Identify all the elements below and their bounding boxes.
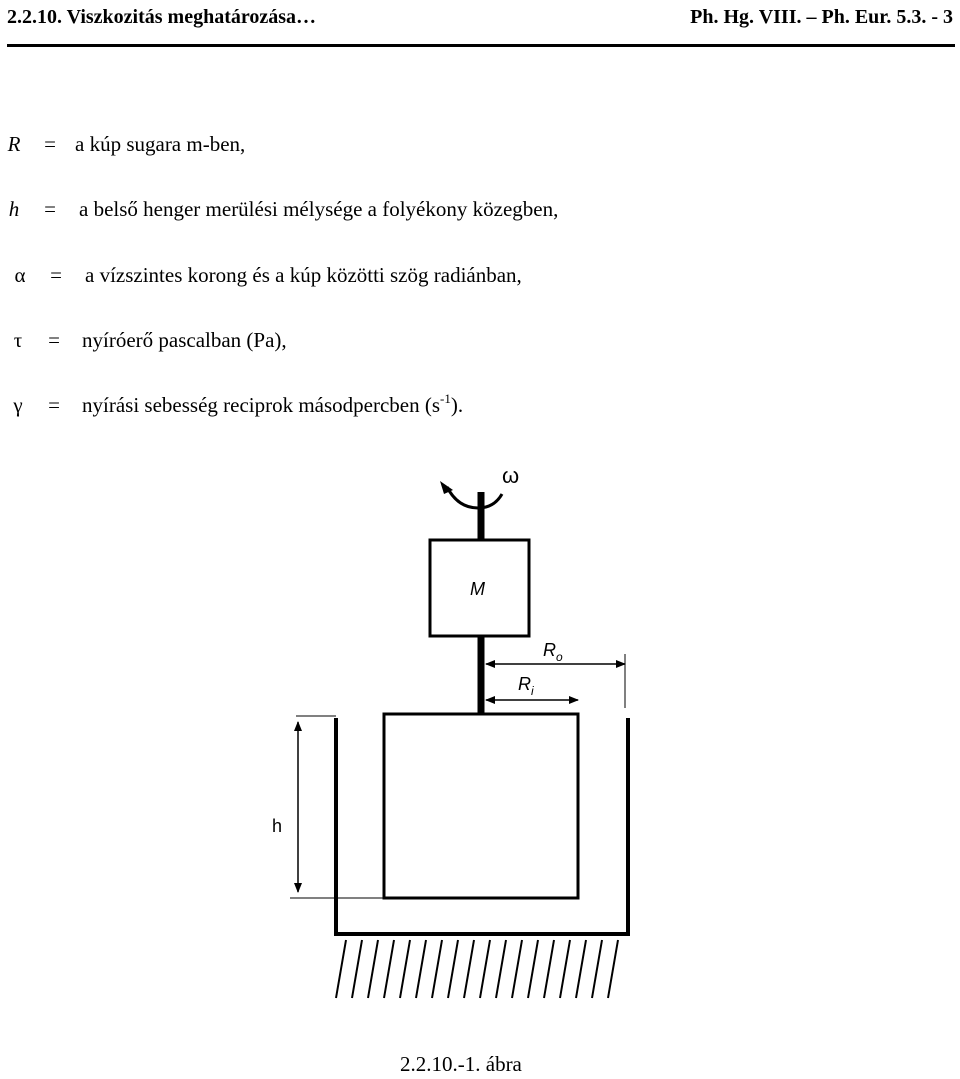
definition-text: nyíróerő pascalban (Pa), bbox=[82, 328, 287, 352]
definition-equals: = bbox=[44, 132, 56, 156]
definition-superscript: -1 bbox=[440, 391, 451, 406]
header-pharmacopoeia-ref: Ph. Hg. VIII. – Ph. Eur. 5.3. - 3 bbox=[690, 6, 953, 28]
definition-text: a vízszintes korong és a kúp közötti szög radiánban, bbox=[85, 263, 522, 287]
definition-symbol: α bbox=[14, 263, 26, 287]
ri-label-main: R bbox=[518, 674, 531, 694]
inner-cylinder bbox=[384, 714, 578, 898]
definition-text: a belső henger merülési mélysége a folyékony közegben, bbox=[79, 197, 559, 221]
definition-text: a kúp sugara m-ben, bbox=[75, 132, 246, 156]
header-section-title: 2.2.10. Viszkozitás meghatározása… bbox=[7, 6, 317, 28]
definition-equals: = bbox=[48, 328, 60, 352]
ground-hatching bbox=[336, 940, 618, 998]
figure-caption-text: 2.2.10.-1. ábra bbox=[400, 1052, 522, 1076]
rotation-arrow-icon bbox=[440, 481, 502, 508]
ri-label bbox=[518, 674, 534, 698]
definition-text bbox=[82, 393, 463, 418]
header-rule bbox=[7, 44, 955, 47]
definition-text-main: nyírási sebesség reciprok másodpercben (s bbox=[82, 393, 441, 417]
definition-equals: = bbox=[48, 393, 60, 417]
page-header bbox=[7, 6, 953, 36]
definition-equals: = bbox=[50, 263, 62, 287]
ri-label-sub: i bbox=[531, 684, 534, 698]
omega-label: ω bbox=[502, 463, 520, 488]
definition-text-tail: ). bbox=[450, 393, 464, 417]
viscometer-diagram bbox=[0, 450, 960, 1010]
ro-label-sub: o bbox=[556, 650, 563, 664]
ro-label bbox=[543, 640, 563, 664]
motor-label: M bbox=[470, 579, 485, 599]
outer-cup bbox=[336, 718, 628, 934]
definition-symbol: R bbox=[7, 132, 21, 156]
definition-symbol: γ bbox=[13, 393, 23, 417]
h-label: h bbox=[272, 816, 283, 836]
ro-label-main: R bbox=[543, 640, 556, 660]
definition-symbol: τ bbox=[13, 328, 23, 352]
definition-equals: = bbox=[44, 197, 56, 221]
definition-symbol: h bbox=[8, 197, 20, 221]
